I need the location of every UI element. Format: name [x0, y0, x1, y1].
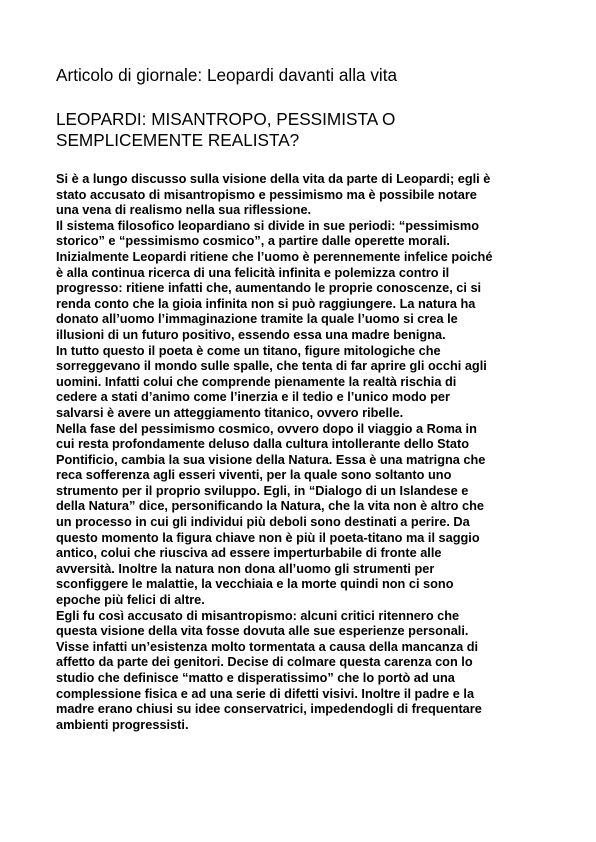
body-line: strumento per il proprio sviluppo. Egli, in “Dialogo di un Islandese e — [56, 482, 469, 498]
document-page — [56, 64, 546, 732]
body-line: cui resta profondamente deluso dalla cultura intollerante dello Stato — [56, 436, 470, 452]
body-line: madre erano chiusi su idee conservatrici, impedendogli di frequentare — [56, 701, 482, 717]
body-line: affetto da parte dei genitori. Decise di colmare questa carenza con lo — [56, 654, 473, 670]
body-line: storico” e “pessimismo cosmico”, a partire dalle operette morali. — [56, 233, 450, 249]
body-line: un processo in cui gli individui più deboli sono destinati a perire. Da — [56, 514, 470, 530]
body-line: progresso: ritiene infatti che, aumentando le proprie conoscenze, ci si — [56, 280, 482, 296]
body-line: antico, colui che riusciva ad essere imperturbabile di fronte alle — [56, 545, 442, 561]
article-headline — [56, 109, 546, 151]
body-line: Pontificio, cambia la sua visione della Natura. Essa è una matrigna che — [56, 451, 486, 467]
body-line: avversità. Inoltre la natura non dona all’uomo gli strumenti per — [56, 560, 435, 576]
headline-line: SEMPLICEMENTE REALISTA? — [56, 130, 300, 150]
body-line: Visse infatti un’esistenza molto tormentata a causa della mancanza di — [56, 638, 479, 654]
body-line: stato accusato di misantropismo e pessimismo ma è possibile notare — [56, 186, 477, 202]
body-line: ambienti progressisti. — [56, 716, 189, 732]
body-line: studio che definisce “matto e disperatissimo” che lo portò ad una — [56, 670, 455, 685]
body-line: una vena di realismo nella sua riflessione. — [56, 202, 312, 218]
body-line: della Natura” dice, personificando la Natura, che la vita non è altro che — [56, 498, 484, 514]
body-line: sconfiggere le malattie, la vecchiaia e la morte quindi non ci sono — [56, 576, 454, 592]
article-subtitle: Articolo di giornale: Leopardi davanti alla vita — [56, 65, 398, 85]
body-line: Nella fase del pessimismo cosmico, ovvero dopo il viaggio a Roma in — [56, 420, 477, 436]
body-line: illusioni di un futuro positivo, essendo essa una madre benigna. — [56, 326, 446, 342]
body-line: epoche più felici di altre. — [56, 592, 205, 608]
body-line: reca sofferenza agli esseri viventi, per la quale sono soltanto uno — [56, 467, 452, 483]
body-line: complessione fisica e ad una serie di difetti visivi. Inoltre il padre e la — [56, 685, 475, 701]
body-line: donato all’uomo l’immaginazione tramite la quale l’uomo si crea le — [56, 311, 458, 327]
body-line: sorreggevano il mondo sulle spalle, che tenta di far aprire gli occhi agli — [56, 358, 487, 374]
body-line: In tutto questo il poeta è come un titano, figure mitologiche che — [56, 342, 441, 358]
body-line: Egli fu così accusato di misantropismo: alcuni critici ritennero che — [56, 607, 460, 623]
article-body — [56, 171, 546, 732]
body-line: Il sistema filosofico leopardiano si divide in sue periodi: “pessimismo — [56, 217, 479, 233]
body-line: questo momento la figura chiave non è più il poeta-titano ma il saggio — [56, 529, 480, 545]
body-line: uomini. Infatti colui che comprende pienamente la realtà rischia di — [56, 373, 457, 389]
body-line: questa visione della vita fosse dovuta alle sue esperienze personali. — [56, 623, 469, 639]
body-line: renda conto che la gioia infinita non si può raggiungere. La natura ha — [56, 295, 476, 311]
body-line: Si è a lungo discusso sulla visione della vita da parte di Leopardi; egli è — [56, 171, 491, 186]
body-line: salvarsi è avere un atteggiamento titanico, ovvero ribelle. — [56, 404, 404, 420]
body-line: è alla continua ricerca di una felicità infinita e polemizza contro il — [56, 264, 450, 280]
headline-line: LEOPARDI: MISANTROPO, PESSIMISTA O — [56, 109, 396, 129]
body-line: Inizialmente Leopardi ritiene che l’uomo è perennemente infelice poiché — [56, 248, 493, 264]
body-line: cedere a stati d’animo come l’inerzia e il tedio e l’unico modo per — [56, 389, 450, 405]
